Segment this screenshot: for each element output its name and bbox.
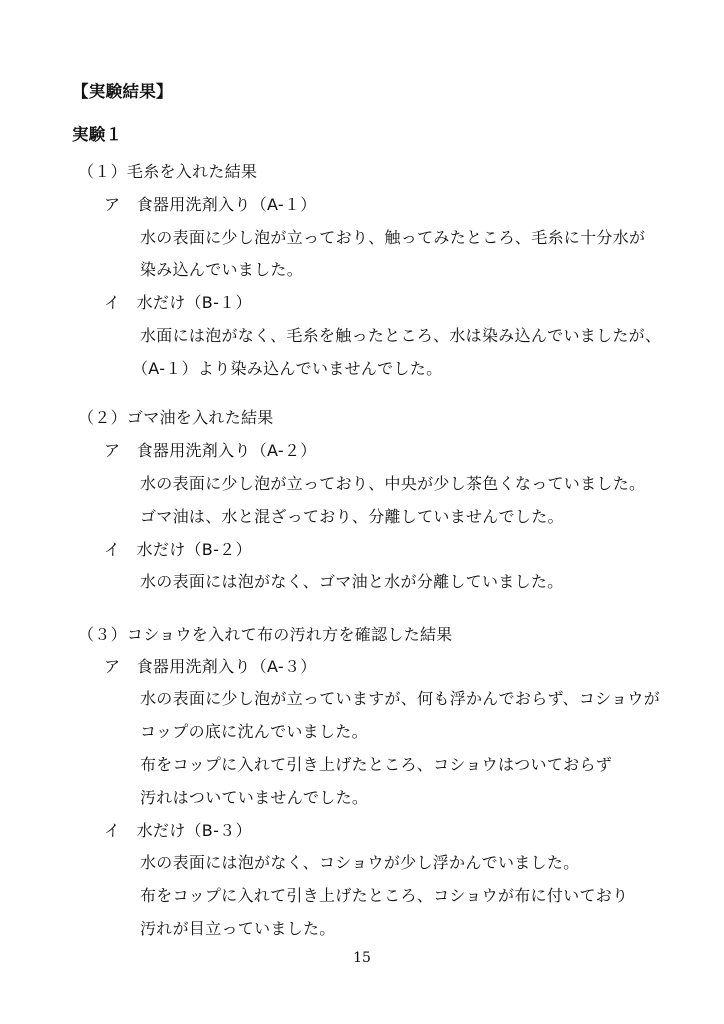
- body-line: 水の表面に少し泡が立っており、触ってみたところ、毛糸に十分水が: [140, 228, 646, 247]
- body-line: 水の表面に少し泡が立っていますが、何も浮かんでおらず、コショウが: [140, 689, 661, 708]
- body-line: ゴマ油は、水と混ざっており、分離していませんでした。: [140, 507, 564, 526]
- page-number: 15: [353, 950, 371, 966]
- experiment-title: 実験１: [72, 125, 123, 144]
- body-line: （A-１）より染み込んでいませんでした。: [132, 359, 443, 378]
- body-line: 汚れが目立っていました。: [140, 919, 336, 938]
- item-label-2b: イ 水だけ（B-２）: [104, 540, 252, 559]
- body-line: 布をコップに入れて引き上げたところ、コショウが布に付いており: [140, 886, 629, 905]
- body-line: コップの底に沈んでいました。: [140, 722, 368, 741]
- item-label-1b: イ 水だけ（B-１）: [104, 293, 252, 312]
- section-title: 【実験結果】: [72, 82, 173, 101]
- item-label-3a: ア 食器用洗剤入り（A-３）: [104, 657, 317, 676]
- body-line: 染み込んでいました。: [140, 260, 304, 279]
- body-line: 水の表面には泡がなく、コショウが少し浮かんでいました。: [140, 853, 580, 872]
- section-heading-1: （１）毛糸を入れた結果: [78, 162, 258, 181]
- body-line: 水の表面には泡がなく、ゴマ油と水が分離していました。: [140, 572, 564, 591]
- body-line: 汚れはついていませんでした。: [140, 788, 369, 807]
- body-line: 布をコップに入れて引き上げたところ、コショウはついておらず: [140, 755, 613, 774]
- item-label-2a: ア 食器用洗剤入り（A-２）: [104, 441, 317, 460]
- item-label-3b: イ 水だけ（B-３）: [104, 821, 252, 840]
- section-heading-3: （３）コショウを入れて布の汚れ方を確認した結果: [78, 625, 453, 644]
- body-line: 水面には泡がなく、毛糸を触ったところ、水は染み込んでいましたが、: [140, 326, 662, 345]
- body-line: 水の表面に少し泡が立っており、中央が少し茶色くなっていました。: [140, 474, 646, 493]
- item-label-1a: ア 食器用洗剤入り（A-１）: [104, 195, 317, 214]
- section-heading-2: （２）ゴマ油を入れた結果: [78, 408, 274, 427]
